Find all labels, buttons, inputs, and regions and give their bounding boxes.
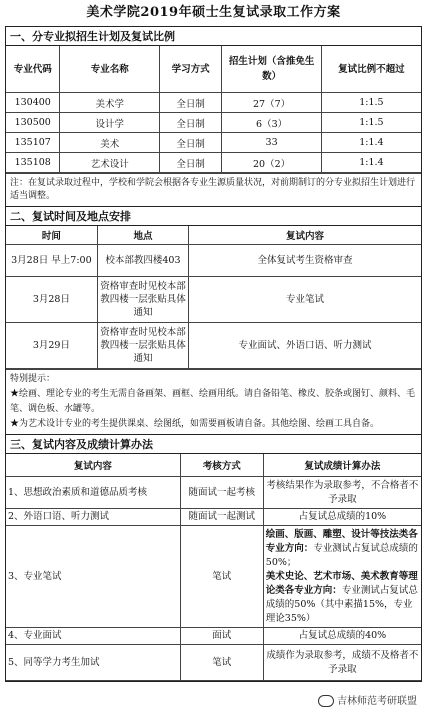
cell-major: 艺术设计 [60,153,160,173]
calc-technique-text: 专业测试占复试总成绩的50%； [265,542,418,568]
header-time: 时间 [6,226,97,245]
cell-ratio: 1:1.5 [321,93,421,113]
cell-place: 校本部教四楼403 [97,245,188,277]
schedule-table [6,226,421,369]
table-row [6,113,421,133]
cell-time: 3月28日 [6,277,97,323]
cell-calc [263,526,421,628]
table-row [6,477,421,509]
section-3-heading: 三、复试内容及成绩计算办法 [6,435,421,454]
cell-mode: 全日制 [160,153,222,173]
cell-time: 3月29日 [6,323,97,369]
cell-mode: 全日制 [160,133,222,153]
table-row [6,133,421,153]
tips-title: 特别提示： [10,374,56,384]
cell-major: 设计学 [60,113,160,133]
page-title: 美术学院2019年硕士生复试录取工作方案 [86,5,341,20]
section-2-heading: 二、复试时间及地点安排 [6,207,421,226]
cell-calc: 占复试总成绩的40% [263,628,421,645]
cell-method: 面试 [180,628,263,645]
table-row [6,277,421,323]
cell-code: 135107 [6,133,60,153]
schedule-header-row [6,226,421,245]
cell-content: 全体复试考生资格审查 [189,245,421,277]
table-row [6,509,421,526]
table-row [6,323,421,369]
cell-item: 1、思想政治素质和道德品质考核 [6,477,180,509]
header-item: 复试内容 [6,454,180,477]
cell-item: 4、专业面试 [6,628,180,645]
cell-plan: 33 [222,133,322,153]
cell-code: 130400 [6,93,60,113]
header-major: 专业名称 [60,46,160,93]
quota-header-row [6,46,421,93]
table-row [6,245,421,277]
cell-calc: 占复试总成绩的10% [263,509,421,526]
header-mode: 学习方式 [160,46,222,93]
cell-ratio: 1:1.4 [321,153,421,173]
cell-code: 135108 [6,153,60,173]
header-method: 考核方式 [180,454,263,477]
cell-content: 专业笔试 [189,277,421,323]
table-row [6,153,421,173]
header-calc: 复试成绩计算办法 [263,454,421,477]
watermark [318,692,417,707]
cell-plan: 6（3） [222,113,322,133]
cell-ratio: 1:1.4 [321,133,421,153]
quota-note: 注：在复试录取过程中，学校和学院会根据各专业生源质量状况，对前期制订的分专业拟招生计划进行适当调整。 [6,173,421,207]
wechat-icon [318,695,334,707]
cell-place: 资格审查时见校本部教四楼一层张贴具体通知 [97,277,188,323]
calc-theory-text: 专业测试占复试总成绩的50%（其中素描15%，专业理论35%） [265,584,418,624]
cell-plan: 27（7） [222,93,322,113]
cell-content: 专业面试、外语口语、听力测试 [189,323,421,369]
table-row [6,526,421,628]
cell-calc: 成绩作为录取参考，成绩不及格者不予录取 [263,645,421,681]
header-content: 复试内容 [189,226,421,245]
cell-calc: 考核结果作为录取参考，不合格者不予录取 [263,477,421,509]
cell-item: 2、外语口语、听力测试 [6,509,180,526]
tips-item: ★为艺术设计专业的考生提供课桌、绘图纸，如需要画板请自备。其他绘图、绘画工具自备。 [10,419,380,429]
plan-document [5,26,422,682]
cell-code: 130500 [6,113,60,133]
cell-item: 3、专业笔试 [6,526,180,628]
header-ratio: 复试比例不超过 [321,46,421,93]
table-row [6,628,421,645]
scoring-table [6,454,421,681]
cell-mode: 全日制 [160,113,222,133]
calc-technique-label: 绘画、版画、雕塑、设计等技法类各专业方向： [265,528,418,554]
cell-place: 资格审查时见校本部教四楼一层张贴具体通知 [97,323,188,369]
table-row [6,93,421,113]
cell-method: 随面试一起测试 [180,509,263,526]
header-plan: 招生计划（含推免生数） [222,46,322,93]
cell-ratio: 1:1.5 [321,113,421,133]
cell-mode: 全日制 [160,93,222,113]
header-place: 地点 [97,226,188,245]
cell-method: 笔试 [180,645,263,681]
section-1-heading: 一、分专业拟招生计划及复试比例 [6,27,421,46]
cell-major: 美术 [60,133,160,153]
scoring-header-row [6,454,421,477]
special-tips [6,369,421,435]
cell-major: 美术学 [60,93,160,113]
cell-method: 随面试一起考核 [180,477,263,509]
cell-plan: 20（2） [222,153,322,173]
watermark-text: 吉林师范考研联盟 [337,696,417,707]
cell-method: 笔试 [180,526,263,628]
cell-item: 5、同等学力考生加试 [6,645,180,681]
cell-time: 3月28日 早上7:00 [6,245,97,277]
tips-item: ★绘画、理论专业的考生无需自备画架、画框、绘画用纸。请自备铅笔、橡皮、胶条或图钉、颜料、毛笔、调色板、水罐等。 [10,389,416,414]
header-code: 专业代码 [6,46,60,93]
calc-theory-label: 美术史论、艺术市场、美术教育等理论类各专业方向： [265,570,418,596]
quota-table [6,46,421,173]
table-row [6,645,421,681]
